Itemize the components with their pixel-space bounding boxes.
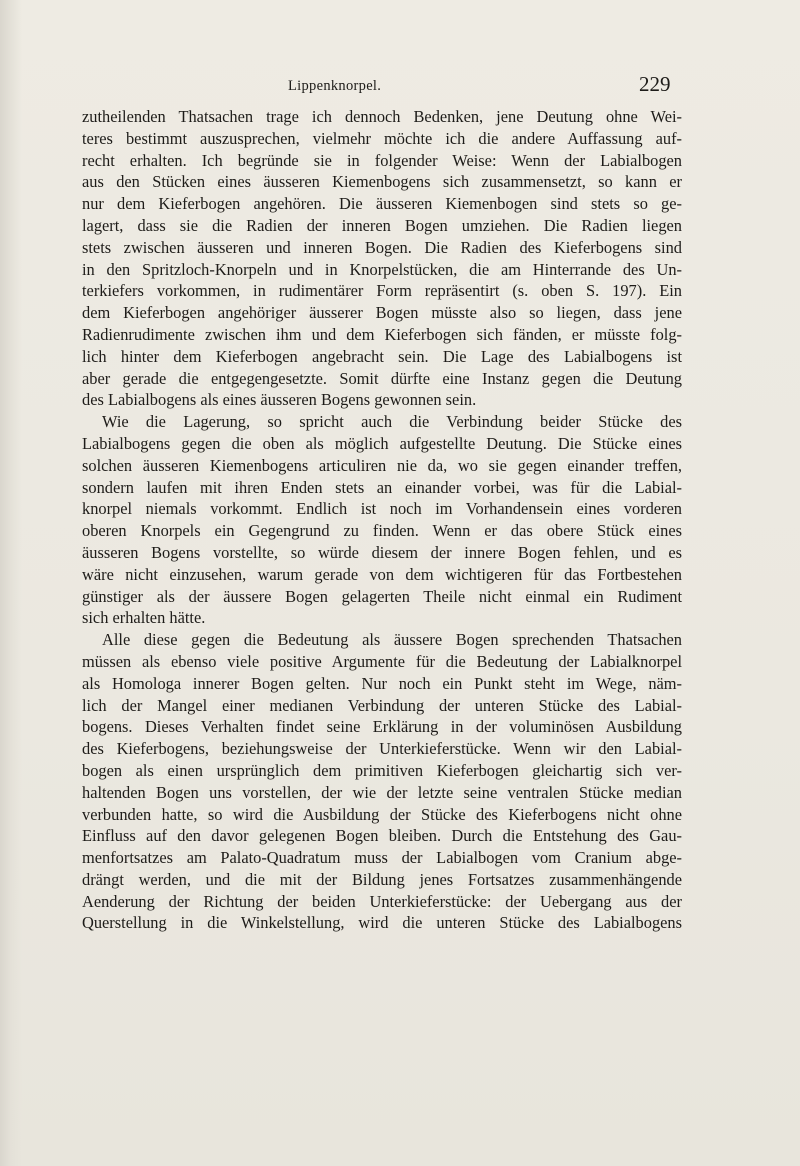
page-header <box>0 72 800 96</box>
text-line: nur dem Kieferbogen angehören. Die äusseren Kiemenbogen sind stets so ge- <box>82 194 682 214</box>
text-line: stets zwischen äusseren und inneren Bogen. Die Radien des Kieferbogens sind <box>82 237 682 257</box>
text-line: wäre nicht einzusehen, warum gerade von dem wichtigeren für das Fortbestehen <box>82 564 682 584</box>
text-line: drängt werden, und die mit der Bildung jenes Fortsatzes zusammenhängende <box>82 869 682 889</box>
text-line: verbunden hatte, so wird die Ausbildung der Stücke des Kieferbogens nicht ohne <box>82 804 682 824</box>
text-line: sich erhalten hätte. <box>82 608 206 628</box>
text-line: des Labialbogens als eines äusseren Bogens gewonnen sein. <box>82 390 477 410</box>
text-line: solchen äusseren Kiemenbogens articuliren nie da, wo sie gegen einander treffen, <box>82 455 682 475</box>
text-line: teres bestimmt auszusprechen, vielmehr möchte ich die andere Auffassung auf- <box>82 128 682 148</box>
text-line: äusseren Bogens vorstellte, so würde diesem der innere Bogen fehlen, und es <box>82 542 682 562</box>
text-line: Einfluss auf den davor gelegenen Bogen bleiben. Durch die Entstehung des Gau- <box>82 826 682 846</box>
text-line: recht erhalten. Ich begründe sie in folgender Weise: Wenn der Labialbogen <box>82 150 682 170</box>
text-line: müssen als ebenso viele positive Argumente für die Bedeutung der Labialknorpel <box>82 651 682 671</box>
text-line: aus den Stücken eines äusseren Kiemenbogens sich zusammensetzt, so kann er <box>82 172 682 192</box>
text-line: knorpel niemals vorkommt. Endlich ist noch im Vorhandensein eines vorderen <box>82 499 682 519</box>
text-line: in den Spritzloch-Knorpeln und in Knorpelstücken, die am Hinterrande des Un- <box>82 259 682 279</box>
text-line: lagert, dass sie die Radien der inneren Bogen umziehen. Die Radien liegen <box>82 215 682 235</box>
page-number: 229 <box>639 72 671 96</box>
text-line: als Homologa innerer Bogen gelten. Nur noch ein Punkt steht im Wege, näm- <box>82 673 682 693</box>
body-text <box>82 106 682 934</box>
text-line: lich der Mangel einer medianen Verbindung der unteren Stücke des Labial- <box>82 695 682 715</box>
paragraph-start: Wie die Lagerung, so spricht auch die Verbindung beider Stücke des <box>102 412 682 432</box>
text-line: Aenderung der Richtung der beiden Unterkieferstücke: der Uebergang aus der <box>82 891 682 911</box>
text-line: aber gerade die entgegengesetzte. Somit dürfte eine Instanz gegen die Deutung <box>82 368 682 388</box>
paragraph-start: Alle diese gegen die Bedeutung als äussere Bogen sprechenden Thatsachen <box>102 630 682 650</box>
text-line: sondern laufen mit ihren Enden stets an einander vorbei, was für die Labial- <box>82 477 682 497</box>
text-line: lich hinter dem Kieferbogen angebracht sein. Die Lage des Labialbogens ist <box>82 346 682 366</box>
text-line: günstiger als der äussere Bogen gelagerten Theile nicht einmal ein Rudiment <box>82 586 682 606</box>
text-line: oberen Knorpels ein Gegengrund zu finden. Wenn er das obere Stück eines <box>82 521 682 541</box>
scan-edge-shadow <box>0 0 22 1166</box>
text-line: Querstellung in die Winkelstellung, wird die unteren Stücke des Labialbogens <box>82 913 682 933</box>
text-line: dem Kieferbogen angehöriger äusserer Bogen müsste also so liegen, dass jene <box>82 303 682 323</box>
text-line: haltenden Bogen uns vorstellen, der wie der letzte seine ventralen Stücke median <box>82 782 682 802</box>
running-title: Lippenknorpel. <box>288 78 382 94</box>
text-line: Labialbogens gegen die oben als möglich aufgestellte Deutung. Die Stücke eines <box>82 433 682 453</box>
text-line: bogen als einen ursprünglich dem primitiven Kieferbogen gleichartig sich ver- <box>82 760 682 780</box>
text-line: zutheilenden Thatsachen trage ich dennoch Bedenken, jene Deutung ohne Wei- <box>82 107 682 126</box>
text-line: terkiefers vorkommen, in rudimentärer Form repräsentirt (s. oben S. 197). Ein <box>82 281 682 301</box>
text-line: bogens. Dieses Verhalten findet seine Erklärung in der voluminösen Ausbildung <box>82 717 682 737</box>
text-line: Radienrudimente zwischen ihm und dem Kieferbogen sich fänden, er müsste folg- <box>82 324 682 344</box>
text-line: menfortsatzes am Palato-Quadratum muss der Labialbogen vom Cranium abge- <box>82 848 682 868</box>
text-line: des Kieferbogens, beziehungsweise der Unterkieferstücke. Wenn wir den Labial- <box>82 739 682 759</box>
